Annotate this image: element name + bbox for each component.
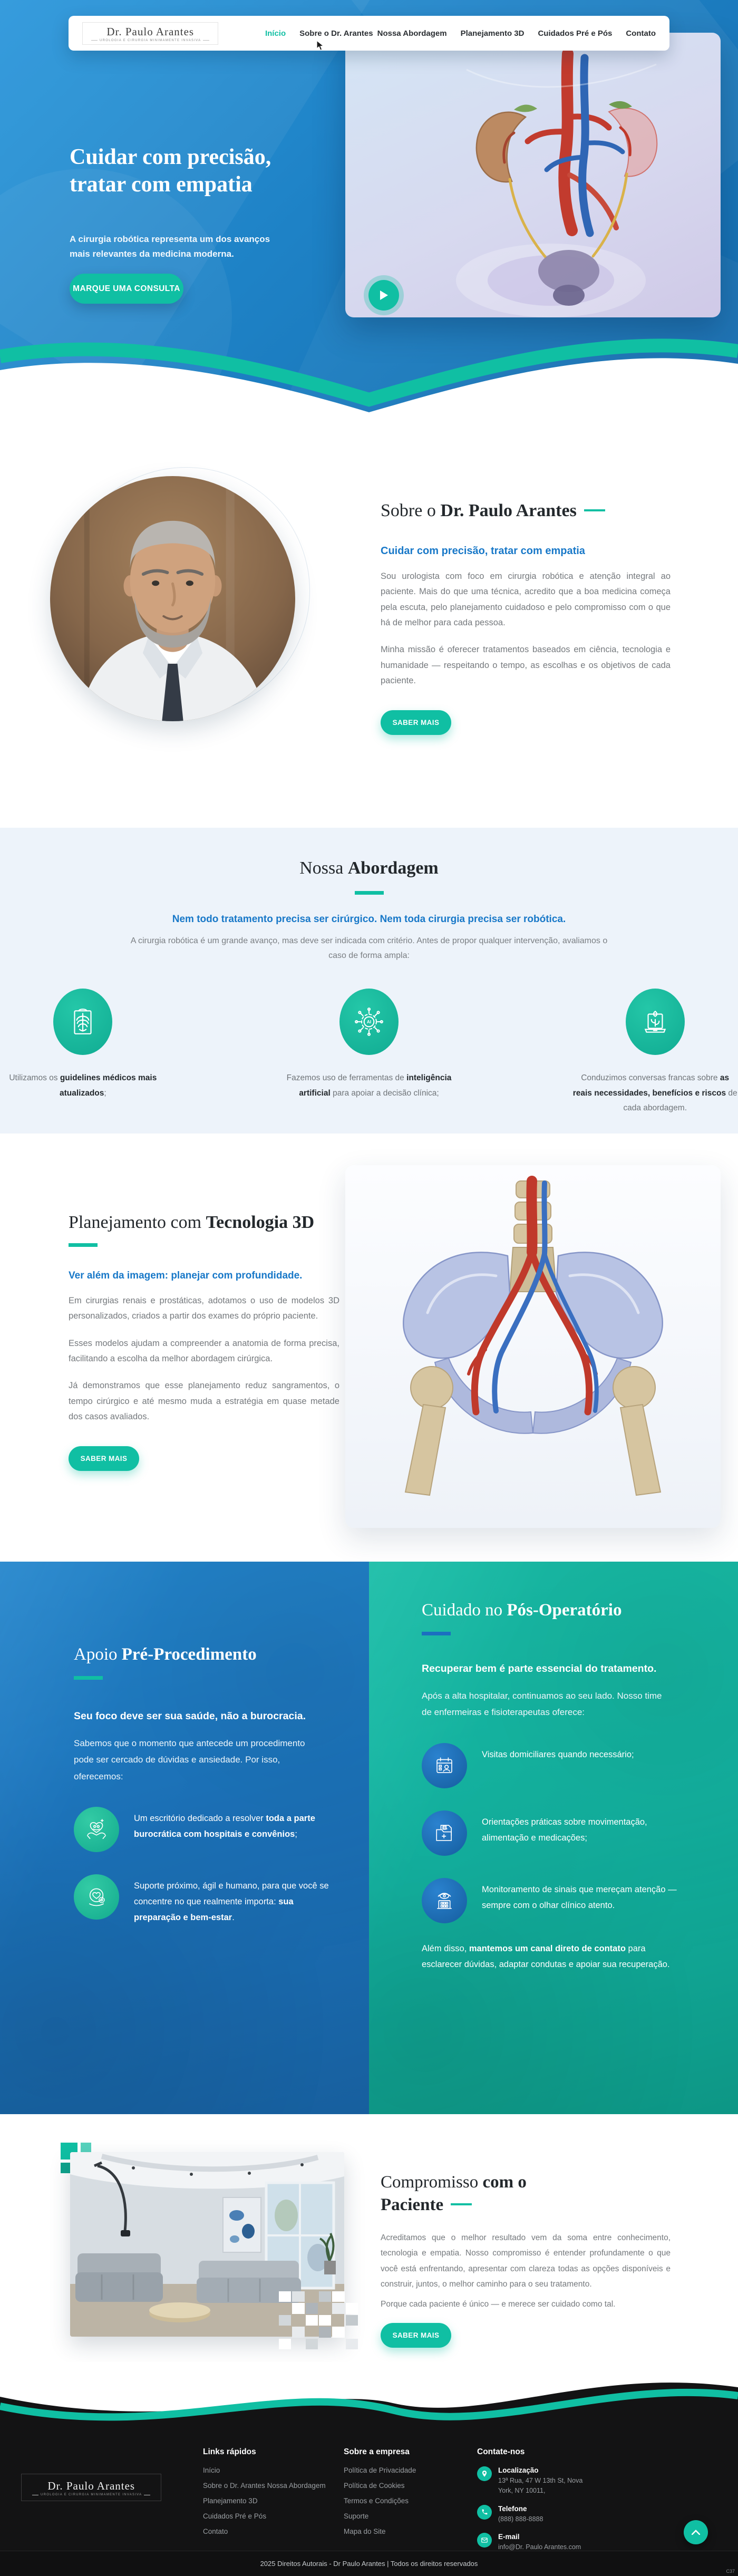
commitment-learn-more-button[interactable]: SABER MAIS [381, 2323, 451, 2348]
schedule-appointment-button[interactable]: MARQUE UMA CONSULTA [70, 274, 183, 304]
pixel-mosaic-decor [279, 2291, 358, 2349]
approach-card-text: Fazemos uso de ferramentas de inteligência artificial para apoiar a decisão clínica; [286, 1073, 452, 1098]
svg-text:AI: AI [366, 1020, 372, 1025]
footer-logo[interactable] [21, 2474, 161, 2501]
planning-tagline: Ver além da imagem: planejar com profundidade. [69, 1270, 303, 1281]
about-title: Sobre o Dr. Paulo Arantes [381, 501, 671, 521]
pre-feature-text: Um escritório dedicado a resolver toda a parte burocrática com hospitais e convênios; [134, 1814, 315, 1839]
section-accent-bar [74, 1676, 103, 1680]
footer-link[interactable]: Mapa do Site [344, 2527, 386, 2535]
home-visit-icon [422, 1743, 467, 1788]
pre-feature-bureaucracy [74, 1807, 337, 1852]
doctor-portrait-photo [50, 476, 295, 721]
approach-description: A cirurgia robótica é um grande avanço, mas deve ser indicada com critério. Antes de propor qualquer intervenção, avaliamos o caso de forma ampla: [130, 936, 608, 960]
footer [0, 2362, 738, 2576]
footer-link[interactable]: Termos e Condições [344, 2497, 409, 2505]
post-operative-title: Cuidado no Pós-Operatório [422, 1601, 622, 1620]
footer-logo-subtitle: UROLOGIA E CIRURGIA MINIMAMENTE INVASIVA [32, 2493, 150, 2496]
about-tagline: Cuidar com precisão, tratar com empatia [381, 545, 585, 557]
about-content [381, 501, 671, 735]
pos-feature-text: Visitas domiciliares quando necessário; [482, 1749, 634, 1759]
contact-location [477, 2466, 598, 2496]
pre-post-section [0, 1562, 738, 2114]
approach-card-conversations [572, 989, 738, 1116]
contact-label: E-mail [498, 2533, 520, 2541]
commitment-title: Compromisso com o Paciente [381, 2173, 527, 2214]
pos-feature-text: Orientações práticas sobre movimentação, alimentação e medicações; [482, 1817, 647, 1843]
pre-procedure-lead: Seu foco deve ser sua saúde, não a burocracia. [74, 1710, 306, 1722]
nav-item-sobre[interactable]: Sobre o Dr. Arantes [299, 28, 373, 38]
about-section [0, 417, 738, 828]
monitoring-icon [422, 1878, 467, 1923]
play-video-button[interactable] [368, 280, 399, 311]
pre-feature-text: Suporte próximo, ágil e humano, para que você se concentre no que realmente importa: sua preparação e bem-estar. [134, 1881, 329, 1922]
hands-heart-icon [74, 1807, 119, 1852]
contact-email [477, 2533, 598, 2552]
pos-feature-text: Monitoramento de sinais que mereçam atenção — sempre com o olhar clínico atento. [482, 1884, 677, 1910]
footer-link[interactable]: Política de Cookies [344, 2482, 405, 2490]
footer-quick-links [203, 2447, 326, 2543]
commitment-section [0, 2114, 738, 2362]
pre-procedure-column [0, 1562, 369, 2114]
contact-phone [477, 2505, 598, 2524]
footer-link[interactable]: Planejamento 3D [203, 2497, 258, 2505]
planning-paragraph-3: Já demonstramos que esse planejamento reduz sangramentos, o tempo cirúrgico e até mesmo muda a estratégia em quase metade dos casos avaliados. [69, 1381, 339, 1422]
nav-item-cuidados[interactable]: Cuidados Pré e Pós [538, 28, 613, 38]
nav-item-abordagem[interactable]: Nossa Abordagem [377, 28, 447, 38]
scroll-to-top-button[interactable] [684, 2520, 708, 2544]
contact-label: Localização [498, 2466, 539, 2474]
office-photo-wrap [70, 2152, 344, 2337]
section-accent-bar [422, 1632, 451, 1635]
title-dash-decor [584, 509, 605, 511]
commitment-closing-line: Porque cada paciente é único — e merece ser cuidado como tal. [381, 2299, 616, 2309]
post-operative-lead: Recuperar bem é parte essencial do tratamento. [422, 1663, 657, 1674]
footer-column-heading: Sobre a empresa [344, 2447, 410, 2456]
contact-label: Telefone [498, 2504, 527, 2513]
footer-column-heading: Links rápidos [203, 2447, 256, 2456]
mouse-cursor-icon [316, 40, 324, 54]
hero-subtitle: A cirurgia robótica representa um dos avanços mais relevantes da medicina moderna. [70, 234, 270, 259]
footer-company-links [344, 2447, 416, 2543]
approach-card-text: Utilizamos os guidelines médicos mais atualizados; [9, 1073, 157, 1098]
section-accent-bar [69, 1243, 98, 1247]
about-paragraph-2: Minha missão é oferecer tratamentos baseados em ciência, tecnologia e humanidade — respeitando o tempo, as escolhas e os objetivos de cada paciente. [381, 645, 671, 686]
planning-section [0, 1134, 738, 1562]
post-operative-column [369, 1562, 738, 2114]
play-icon [378, 289, 389, 301]
care-support-icon [74, 1874, 119, 1920]
footer-link[interactable]: Suporte [344, 2512, 369, 2520]
logo-title: Dr. Paulo Arantes [106, 25, 195, 38]
footer-link[interactable]: Início [203, 2466, 220, 2474]
planning-paragraph-2: Esses modelos ajudam a compreender a anatomia de forma precisa, facilitando a escolha da melhor abordagem cirúrgica. [69, 1338, 339, 1364]
contact-value[interactable]: info@Dr. Paulo Arantes.com [498, 2543, 581, 2551]
approach-card-text: Conduzimos conversas francas sobre as reais necessidades, benefícios e riscos de cada abordagem. [572, 1073, 737, 1113]
section-accent-bar [355, 891, 384, 895]
nav-item-planejamento[interactable]: Planejamento 3D [460, 28, 525, 38]
footer-link[interactable]: Cuidados Pré e Pós [203, 2512, 267, 2520]
pre-feature-support [74, 1874, 337, 1925]
planning-title: Planejamento com Tecnologia 3D [69, 1213, 315, 1232]
about-learn-more-button[interactable]: SABER MAIS [381, 710, 451, 735]
logo-subtitle: UROLOGIA E CIRURGIA MINIMAMENTE INVASIVA [91, 39, 209, 42]
hero-3d-anatomy-image [345, 33, 721, 317]
email-icon [477, 2533, 492, 2548]
footer-contact [477, 2447, 598, 2561]
footer-column-heading: Contate-nos [477, 2447, 525, 2456]
approach-lead: Nem todo tratamento precisa ser cirúrgico. Nem toda cirurgia precisa ser robótica. [172, 914, 566, 925]
post-operative-footnote: Além disso, mantemos um canal direto de contato para esclarecer dúvidas, adaptar condutas e apoiar sua recuperação. [422, 1943, 670, 1969]
approach-title: Nossa Abordagem [299, 858, 439, 878]
xray-scan-icon [53, 989, 112, 1055]
approach-section [0, 828, 738, 1134]
hero-title: Cuidar com precisão, tratar com empatia [70, 145, 271, 197]
pelvis-3d-render [345, 1165, 721, 1528]
footer-wave-divider [0, 2362, 738, 2449]
approach-card-ai [286, 989, 452, 1116]
pre-procedure-title: Apoio Pré-Procedimento [74, 1645, 257, 1664]
title-dash-decor [451, 2203, 472, 2205]
commitment-content [381, 2171, 671, 2348]
pre-procedure-description: Sabemos que o momento que antecede um procedimento pode ser cercado de dúvidas e ansiedade. Por isso, oferecemos: [74, 1738, 305, 1781]
location-icon [477, 2466, 492, 2481]
approach-card-guidelines [0, 989, 166, 1116]
planning-content [69, 1213, 339, 1471]
planning-learn-more-button[interactable]: SABER MAIS [69, 1446, 139, 1471]
footer-link[interactable]: Contato [203, 2527, 228, 2535]
pos-feature-monitoring [422, 1878, 696, 1923]
logo[interactable] [82, 22, 218, 45]
laptop-growth-icon [626, 989, 685, 1055]
header-bar [69, 16, 669, 51]
phone-icon [477, 2505, 492, 2520]
footer-logo-title: Dr. Paulo Arantes [47, 2480, 135, 2492]
planning-3d-pelvis-image [345, 1165, 721, 1528]
medical-records-icon [422, 1810, 467, 1856]
hero-section [0, 0, 738, 417]
post-operative-description: Após a alta hospitalar, continuamos ao seu lado. Nosso time de enfermeiras e fisioterapeutas oferece: [422, 1691, 662, 1718]
copyright-text: 2025 Direitos Autorais - Dr Paulo Arantes | Todos os direitos reservados [260, 2560, 478, 2568]
contact-value[interactable]: 13ª Rua, 47 W 13th St, Nova York, NY 10011, [498, 2477, 583, 2495]
ai-chip-icon [339, 989, 399, 1055]
footer-link[interactable]: Política de Privacidade [344, 2466, 416, 2474]
approach-cards [0, 989, 738, 1116]
about-paragraph-1: Sou urologista com foco em cirurgia robótica e atenção integral ao paciente. Mais do que uma técnica, acredito que a boa medicina começa pela escuta, pelo planejamento cuidadoso e pelo compromisso com o que há de melhor para cada pessoa. [381, 572, 671, 628]
hero-wave-divider [0, 311, 738, 417]
nav-item-contato[interactable]: Contato [626, 28, 656, 38]
nav-item-inicio[interactable]: Início [265, 28, 286, 38]
chevron-up-icon [692, 2530, 700, 2535]
commitment-paragraph: Acreditamos que o melhor resultado vem da soma entre conhecimento, tecnologia e empatia. Nosso compromisso é entender profundamente o que você está enfrentando, apresentar com clareza todas as opções disponíveis e construir, juntos, o melhor caminho para o seu tratamento. [381, 2233, 671, 2289]
pos-feature-guidance [422, 1810, 696, 1856]
pos-feature-visits [422, 1743, 696, 1788]
main-nav [265, 29, 656, 38]
footer-link[interactable]: Sobre o Dr. Arantes Nossa Abordagem [203, 2482, 326, 2490]
footer-bottom-bar [0, 2551, 738, 2576]
anatomy-3d-render [345, 33, 721, 317]
planning-paragraph-1: Em cirurgias renais e prostáticas, adotamos o uso de modelos 3D personalizados, criados a partir dos exames do próprio paciente. [69, 1296, 339, 1321]
contact-value[interactable]: (888) 888-8888 [498, 2515, 543, 2523]
watermark-label: C37 [726, 2569, 735, 2574]
